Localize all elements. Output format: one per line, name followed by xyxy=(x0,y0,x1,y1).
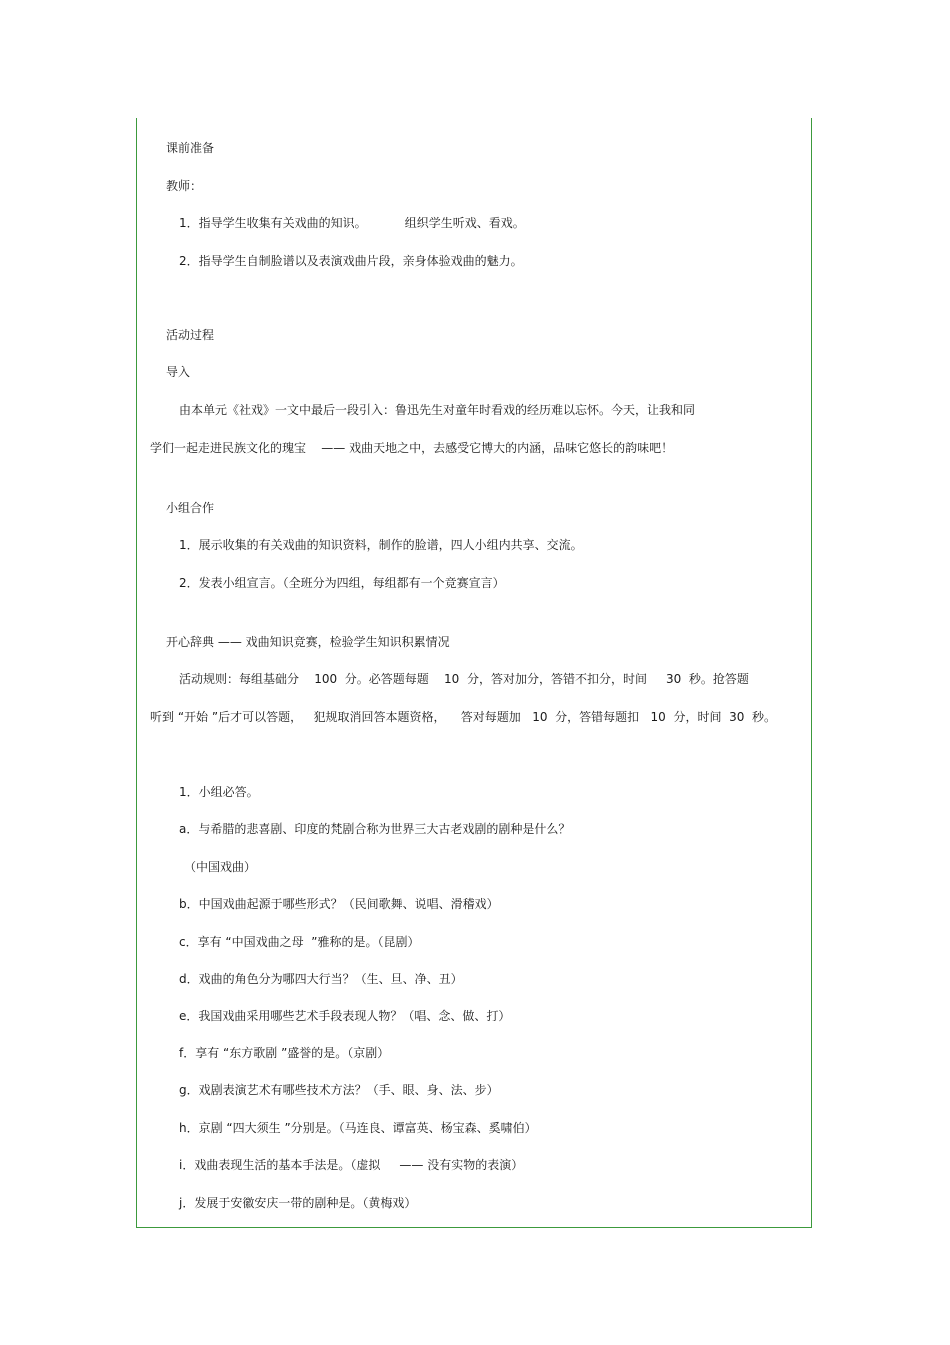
quiz-question-a: a．与希腊的悲喜剧、印度的梵剧合称为世界三大古老戏剧的剧种是什么？ xyxy=(179,822,571,836)
quiz-rules-line-1: 活动规则：每组基础分 100 分。必答题每题 10 分，答对加分，答错不扣分，时间 30 秒。抢答题 xyxy=(179,672,749,686)
quiz-question-d: d．戏曲的角色分为哪四大行当？（生、旦、净、丑） xyxy=(179,972,463,986)
group-item-2: 2．发表小组宣言。（全班分为四组，每组都有一个竞赛宣言） xyxy=(179,576,505,590)
prep-item-1: 1．指导学生收集有关戏曲的知识。 组织学生听戏、看戏。 xyxy=(179,216,525,230)
quiz-question-e: e．我国戏曲采用哪些艺术手段表现人物？（唱、念、做、打） xyxy=(179,1009,511,1023)
heading-activity-process: 活动过程 xyxy=(166,328,215,342)
quiz-question-i: i．戏曲表现生活的基本手法是。（虚拟 —— 没有实物的表演） xyxy=(179,1158,524,1172)
quiz-section-1: 1．小组必答。 xyxy=(179,785,259,799)
heading-quiz: 开心辞典 —— 戏曲知识竞赛，检验学生知识积累情况 xyxy=(166,635,450,649)
quiz-question-b: b．中国戏曲起源于哪些形式？（民间歌舞、说唱、滑稽戏） xyxy=(179,897,499,911)
intro-paragraph-line-1: 由本单元《社戏》一文中最后一段引入：鲁迅先生对童年时看戏的经历难以忘怀。今天，让我和同 xyxy=(179,403,696,417)
heading-introduction: 导入 xyxy=(166,365,191,379)
prep-item-2: 2．指导学生自制脸谱以及表演戏曲片段，亲身体验戏曲的魅力。 xyxy=(179,254,523,268)
heading-teacher: 教师： xyxy=(166,179,203,193)
quiz-rules-line-2: 听到 “开始 ”后才可以答题， 犯规取消回答本题资格， 答对每题加 10 分，答错每题扣 10 分，时间 30 秒。 xyxy=(150,710,776,724)
quiz-question-j: j．发展于安徽安庆一带的剧种是。（黄梅戏） xyxy=(179,1196,417,1210)
heading-preparation: 课前准备 xyxy=(166,141,215,155)
quiz-answer-a: （中国戏曲） xyxy=(184,860,257,874)
quiz-question-c: c．享有 “中国戏曲之母 ”雅称的是。（昆剧） xyxy=(179,935,420,949)
quiz-question-g: g．戏剧表演艺术有哪些技术方法？（手、眼、身、法、步） xyxy=(179,1083,499,1097)
quiz-question-f: f．享有 “东方歌剧 ”盛誉的是。（京剧） xyxy=(179,1046,390,1060)
intro-paragraph-line-2: 学们一起走进民族文化的瑰宝 —— 戏曲天地之中，去感受它博大的内涵，品味它悠长的韵味吧！ xyxy=(150,441,674,455)
group-item-1: 1．展示收集的有关戏曲的知识资料，制作的脸谱，四人小组内共享、交流。 xyxy=(179,538,583,552)
heading-group-cooperation: 小组合作 xyxy=(166,501,215,515)
quiz-question-h: h．京剧 “四大须生 ”分别是。（马连良、谭富英、杨宝森、奚啸伯） xyxy=(179,1121,537,1135)
